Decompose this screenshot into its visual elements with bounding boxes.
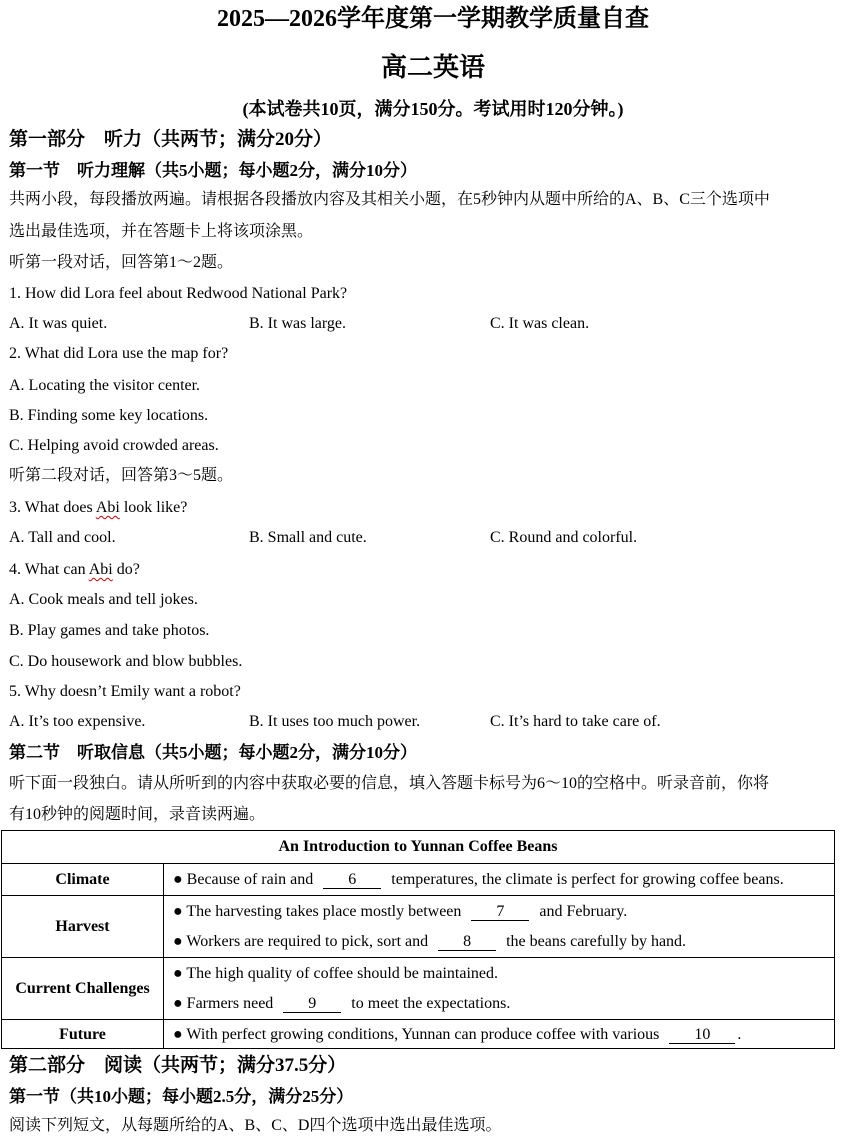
question-1-option-c: C. It was clean. [490,315,590,332]
part2-heading: 第二部分 阅读（共两节；满分37.5分） [9,1055,347,1076]
question-3-option-a: A. Tall and cool. [9,529,116,546]
table-row-challenges [2,957,834,1019]
harvest-line2 [173,932,686,952]
question-5-stem: 5. Why doesn’t Emily want a robot? [9,683,241,700]
harvest-line1 [173,902,627,922]
section1-instructions-line1: 共两小段，每段播放两遍。请根据各段播放内容及其相关小题，在5秒钟内从题中所给的A、B、C三个选项中 [9,191,770,208]
question-2-option-b: B. Finding some key locations. [9,407,209,424]
climate-text-pre: ● Because of rain and [173,871,314,888]
question-5-option-c: C. It’s hard to take care of. [490,713,661,730]
answer-blank-6[interactable]: 6 [323,872,381,889]
part1-heading: 第一部分 听力（共两节；满分20分） [9,129,333,150]
part1-section2-heading: 第二节 听取信息（共5小题；每小题2分，满分10分） [9,743,417,762]
dialog2-instruction: 听第二段对话，回答第3～5题。 [9,467,234,484]
question-1-option-b: B. It was large. [249,315,347,332]
future-text-pre: ● With perfect growing conditions, Yunnan can produce coffee with various [173,1026,660,1043]
future-text-post: . [737,1026,742,1043]
question-5-option-b: B. It uses too much power. [249,713,421,730]
future-text [173,1025,741,1045]
dialog1-instruction: 听第一段对话，回答第1～2题。 [9,254,234,271]
climate-text [173,870,784,890]
harvest-line1-post: and February. [539,903,628,920]
question-5-option-a: A. It’s too expensive. [9,713,146,730]
part2-instructions: 阅读下列短文，从每题所给的A、B、C、D四个选项中选出最佳选项。 [9,1117,502,1134]
coffee-info-table [1,830,835,1049]
question-3-name: Abi [95,499,120,516]
question-4-name: Abi [88,561,113,578]
question-3-stem [9,498,187,518]
answer-blank-8[interactable]: 8 [438,934,496,951]
question-4-stem [9,560,140,580]
harvest-line2-pre: ● Workers are required to pick, sort and [173,933,429,950]
section2-instructions-line2: 有10秒钟的阅题时间，录音读两遍。 [9,806,266,823]
table-title: An Introduction to Yunnan Coffee Beans [278,838,558,855]
part2-section1-heading: 第一节（共10小题；每小题2.5分，满分25分） [9,1087,354,1106]
climate-text-post: temperatures, the climate is perfect for growing coffee beans. [391,871,784,888]
challenges-line2-pre: ● Farmers need [173,995,274,1012]
harvest-line1-pre: ● The harvesting takes place mostly between [173,903,462,920]
question-3-stem-post: look like? [119,499,188,516]
answer-blank-7[interactable]: 7 [471,904,529,921]
table-row-future [2,1019,834,1049]
challenges-line2 [173,994,510,1014]
subject-title: 高二英语 [380,53,485,82]
climate-label: Climate [2,864,164,895]
question-3-option-b: B. Small and cute. [249,529,367,546]
challenges-label: Current Challenges [2,958,164,1019]
section2-instructions-line1: 听下面一段独白。请从所听到的内容中获取必要的信息，填入答题卡标号为6～10的空格中。听录音前，你将 [9,775,770,792]
question-4-option-a: A. Cook meals and tell jokes. [9,591,198,608]
question-2-stem: 2. What did Lora use the map for? [9,345,229,362]
question-2-option-c: C. Helping avoid crowded areas. [9,437,219,454]
question-1-stem: 1. How did Lora feel about Redwood National Park? [9,285,348,302]
question-4-stem-post: do? [112,561,140,578]
question-4-option-c: C. Do housework and blow bubbles. [9,653,243,670]
answer-blank-9[interactable]: 9 [283,996,341,1013]
challenges-line2-post: to meet the expectations. [351,995,511,1012]
table-row-harvest [2,895,834,957]
exam-title: 2025—2026学年度第一学期教学质量自查 [217,6,649,32]
harvest-label: Harvest [2,896,164,957]
exam-note: (本试卷共10页，满分150分。考试用时120分钟。) [242,99,624,119]
section1-instructions-line2: 选出最佳选项，并在答题卡上将该项涂黑。 [9,223,314,240]
table-title-row [2,831,834,863]
harvest-line2-post: the beans carefully by hand. [506,933,687,950]
table-row-climate [2,863,834,895]
question-2-option-a: A. Locating the visitor center. [9,377,201,394]
question-4-stem-pre: 4. What can [9,561,89,578]
answer-blank-10[interactable]: 10 [669,1027,735,1044]
part1-section1-heading: 第一节 听力理解（共5小题；每小题2分，满分10分） [9,161,417,180]
question-3-stem-pre: 3. What does [9,499,96,516]
question-3-option-c: C. Round and colorful. [490,529,638,546]
question-4-option-b: B. Play games and take photos. [9,622,210,639]
challenges-line1: ● The high quality of coffee should be maintained. [173,965,498,982]
question-1-option-a: A. It was quiet. [9,315,108,332]
future-label: Future [2,1020,164,1049]
